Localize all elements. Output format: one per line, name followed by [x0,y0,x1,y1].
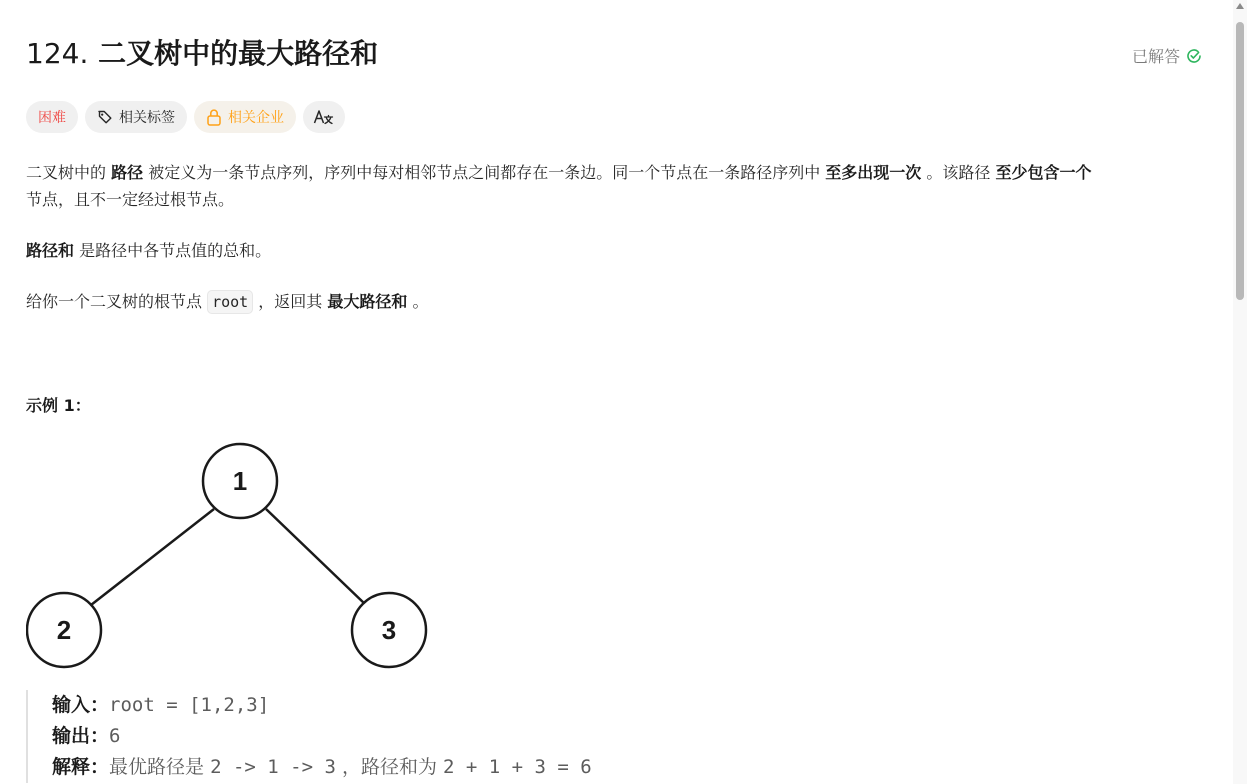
desc-text: 。 [407,292,429,311]
problem-title[interactable] [26,34,1202,74]
description-paragraph-3 [26,288,1202,316]
explain-value: 2 + 1 + 3 = 6 [443,756,592,778]
explain-label: 解释： [52,756,110,778]
desc-bold: 至多出现一次 [825,163,922,182]
translate-icon [313,108,335,126]
desc-text: 被定义为一条节点序列，序列中每对相邻节点之间都存在一条边。同一个节点在一条路径序列中 [143,163,826,182]
problem-number: 124. [26,37,89,70]
tree-node-label: 1 [232,466,248,496]
topics-tag-label: 相关标签 [119,110,175,126]
desc-bold: 至少包含一个 [995,163,1092,182]
desc-bold: 路径 [111,163,144,182]
title-row [26,34,1202,74]
problem-title-text: 二叉树中的最大路径和 [98,37,379,70]
desc-text: 给你一个二叉树的根节点 [26,292,208,311]
output-value: 6 [109,725,121,747]
tree-edge-left [91,509,214,605]
tree-node-label: 3 [381,615,397,645]
tag-icon [97,109,113,125]
input-label: 输入： [52,694,110,716]
translate-button[interactable] [303,101,345,133]
example-explain-line [52,752,592,783]
explain-value: 2 -> 1 -> 3 [210,756,336,778]
solved-label: 已解答 [1131,47,1180,66]
solved-status [1132,44,1202,67]
difficulty-label: 困难 [38,110,66,126]
explain-text: ，路径和为 [335,756,443,778]
description-paragraph-1 [26,159,1202,213]
explain-text: 最优路径是 [109,756,211,778]
tree-edge-right [266,509,366,605]
desc-text: 是路径中各节点值的总和。 [74,241,272,260]
companies-tag-button[interactable] [194,101,296,133]
desc-text: 节点，且不一定经过根节点。 [26,190,235,209]
desc-bold: 路径和 [26,241,75,260]
input-value: root = [1,2,3] [109,694,270,716]
example-output-line [52,721,592,752]
scroll-up-arrow-icon[interactable] [1236,3,1244,9]
scrollbar-thumb[interactable] [1236,22,1244,300]
tag-bar [26,101,345,133]
desc-text: 。该路径 [921,163,996,182]
output-label: 输出： [52,725,110,747]
vertical-scrollbar[interactable] [1233,0,1247,784]
example-tree-image [26,440,436,676]
desc-bold: 最大路径和 [327,292,408,311]
desc-text: ，返回其 [253,292,328,311]
description-paragraph-2 [26,237,1202,264]
companies-tag-label: 相关企业 [228,110,284,126]
example-title: 示例 1： [26,396,91,415]
lock-icon [206,108,222,126]
difficulty-badge[interactable] [26,101,78,133]
inline-code-root: root [207,290,253,314]
tree-node-label: 2 [56,615,72,645]
topics-tag-button[interactable] [85,101,187,133]
check-circle-icon [1186,48,1202,64]
desc-text: 二叉树中的 [26,163,112,182]
example-input-line [52,690,592,721]
example-io-block [26,690,592,783]
